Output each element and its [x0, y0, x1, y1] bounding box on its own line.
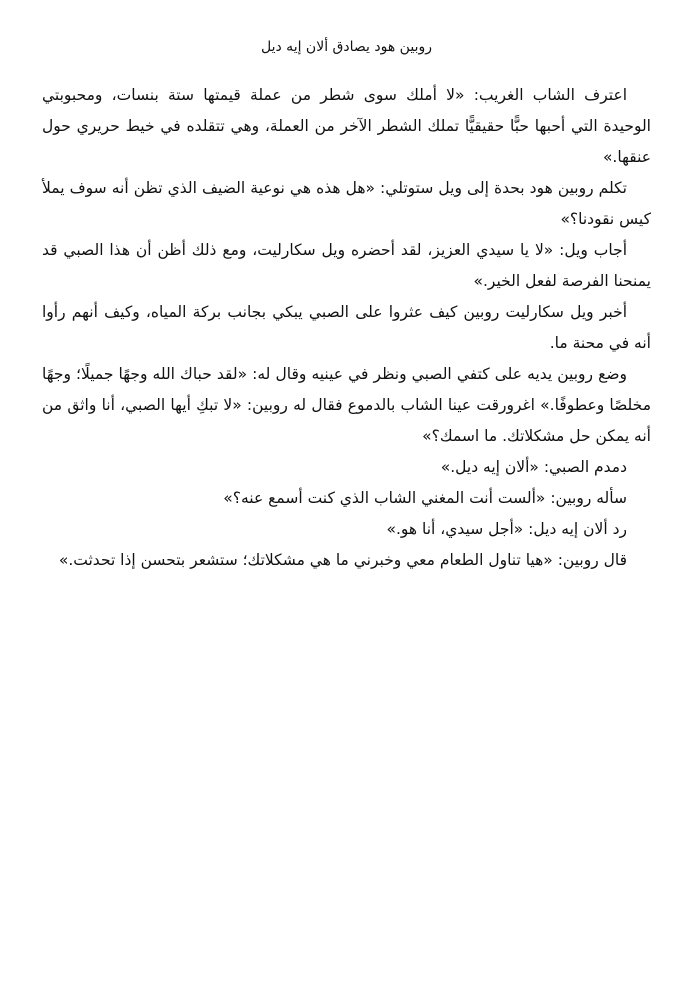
running-header: روبين هود يصادق ألان إيه ديل — [261, 39, 432, 55]
paragraph: تكلم روبين هود بحدة إلى ويل ستوتلي: «هل هذه هي نوعية الضيف الذي تظن أنه سوف يملأ كيس نقودنا؟» — [42, 179, 651, 228]
body-text — [42, 80, 651, 576]
paragraph: اعترف الشاب الغريب: «لا أملك سوى شطر من عملة قيمتها ستة بنسات، ومحبوبتي الوحيدة التي أحبها حبًّا حقيقيًّا تملك الشطر الآخر من العملة، وهي تتقلده في خيط حريري حول عنقها.» — [42, 86, 651, 166]
paragraph: رد ألان إيه ديل: «أجل سيدي، أنا هو.» — [386, 520, 627, 538]
paragraph: وضع روبين يديه على كتفي الصبي ونظر في عينيه وقال له: «لقد حباك الله وجهًا جميلًا؛ وجهًا مخلصًا وعطوفًا.» اغرورقت عينا الشاب بالدموع فقال له روبين: «لا تبكِ أيها الصبي، أنا واثق من أنه يمكن حل مشكلاتك. ما اسمك؟» — [42, 365, 651, 445]
paragraph: أجاب ويل: «لا يا سيدي العزيز، لقد أحضره ويل سكارليت، ومع ذلك أظن أن هذا الصبي قد يمنحنا الفرصة لفعل الخير.» — [42, 241, 651, 290]
paragraph: أخبر ويل سكارليت روبين كيف عثروا على الصبي يبكي بجانب بركة المياه، وكيف أنهم رأوا أنه في محنة ما. — [42, 303, 651, 352]
paragraph: قال روبين: «هيا تناول الطعام معي وخبرني ما هي مشكلاتك؛ ستشعر بتحسن إذا تحدثت.» — [58, 551, 627, 569]
paragraph: دمدم الصبي: «ألان إيه ديل.» — [440, 458, 627, 476]
paragraph: سأله روبين: «ألست أنت المغني الشاب الذي كنت أسمع عنه؟» — [223, 489, 627, 507]
